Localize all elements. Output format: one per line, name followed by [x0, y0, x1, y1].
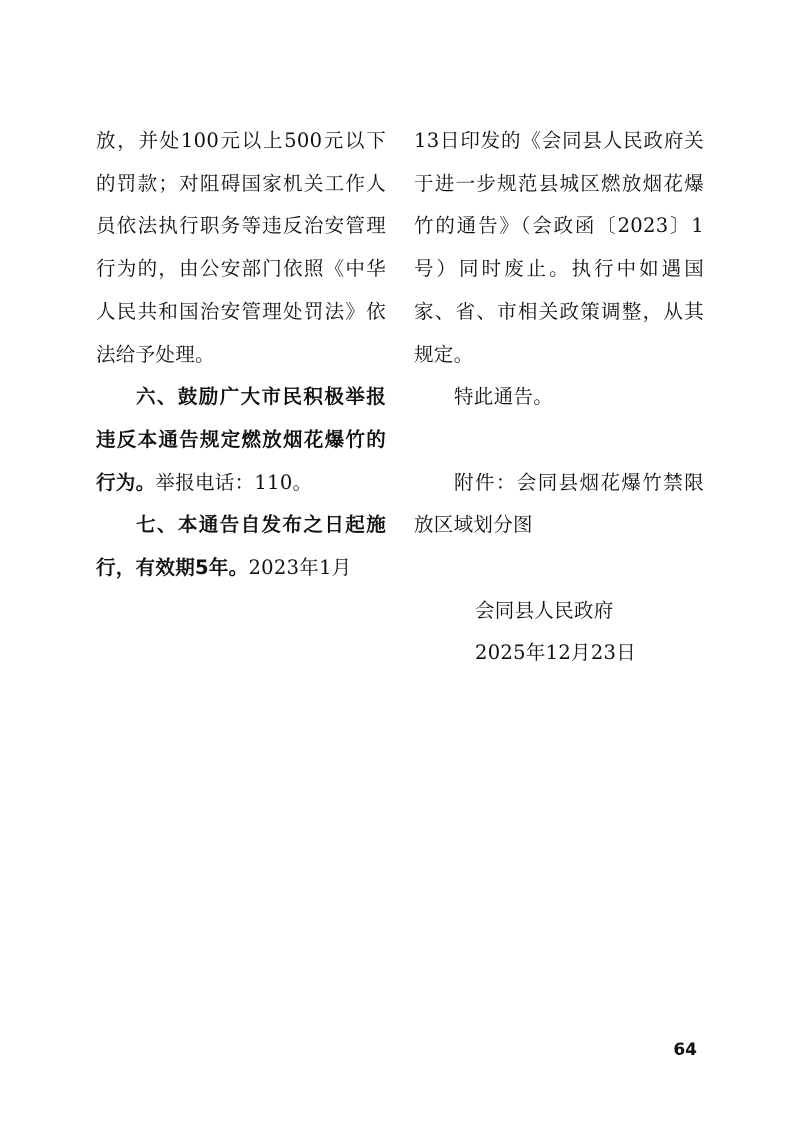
paragraph-attachment: 附件：会同县烟花爆竹禁限放区域划分图: [414, 470, 704, 537]
signature-org: 会同县人民政府: [475, 599, 614, 622]
paragraph-notice: 特此通告。: [454, 385, 554, 409]
paragraph-repeal: 13日印发的《会同县人民政府关于进一步规范县城区燃放烟花爆竹的通告》（会政函〔2023〕1号）同时废止。执行中如遇国家、省、市相关政策调整，从其规定。: [414, 129, 704, 366]
page-number: 64: [673, 1040, 697, 1060]
article-six-hotline: 举报电话：110。: [155, 470, 313, 494]
article-seven-rest: 2023年1月: [248, 556, 352, 580]
paragraph-article-seven: [96, 504, 386, 589]
paragraph-article-six: [96, 376, 386, 504]
signature-date: 2025年12月23日: [475, 641, 637, 664]
article-six-heading: 六、鼓励广大市民积极举报违反本通告规定燃放烟花爆竹的行为。: [96, 385, 386, 494]
right-column: [414, 120, 704, 547]
spacer: [414, 419, 704, 462]
left-column: [96, 120, 386, 590]
article-seven-heading: 七、本通告自发布之日起施行，有效期5年。: [96, 513, 386, 580]
paragraph-penalty: 放，并处100元以上500元以下的罚款；对阻碍国家机关工作人员依法执行职务等违反治安管理行为的，由公安部门依照《中华人民共和国治安管理处罚法》依法给予处理。: [96, 129, 386, 366]
